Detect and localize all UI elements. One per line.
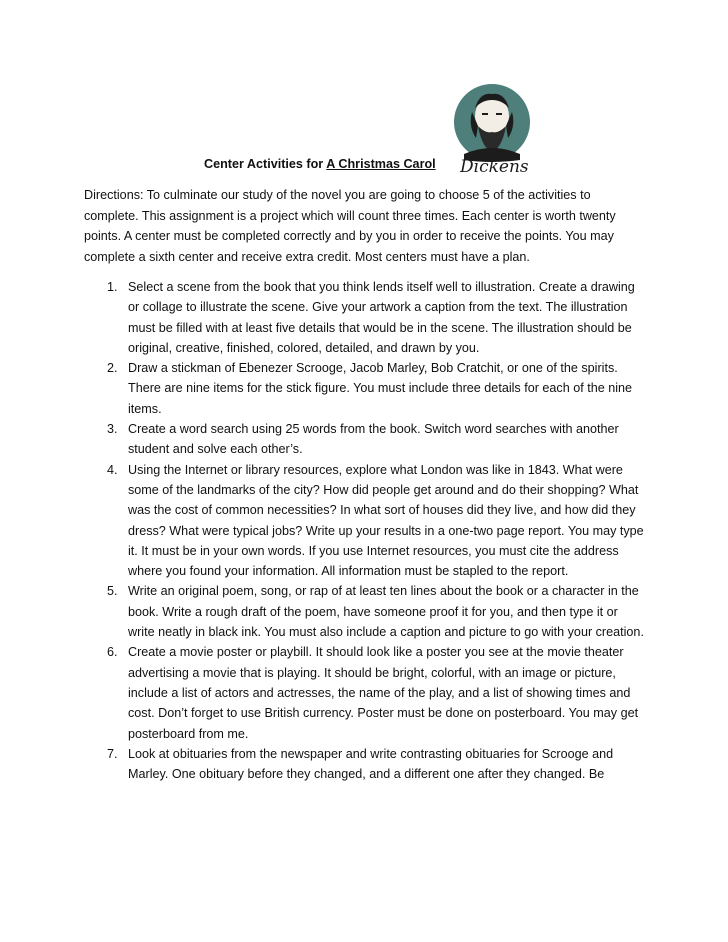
item-text: Create a word search using 25 words from the book. Switch word searches with another student and solve each other’s. bbox=[128, 422, 619, 457]
item-text: Draw a stickman of Ebenezer Scrooge, Jacob Marley, Bob Cratchit, or one of the spirits. There are nine items for the stick figure. You must include three details for each of the nine items. bbox=[128, 361, 633, 416]
item-number: 2. bbox=[107, 361, 118, 376]
item-text: Look at obituaries from the newspaper and write contrasting obituaries for Scrooge and Marley. One obituary before they changed, and a different one after they changed. Be bbox=[128, 746, 614, 782]
book-title: A Christmas Carol bbox=[326, 157, 436, 171]
title-prefix: Center Activities for bbox=[204, 157, 327, 171]
item-number: 7. bbox=[107, 746, 118, 761]
item-number: 4. bbox=[107, 462, 118, 477]
item-text: Using the Internet or library resources, explore what London was like in 1843. What were some of the landmarks of the city? How did people get around and do their shopping? What was the cost of common necessities? In what sort of houses did they live, and how did they dress? What were typical jobs? Write up your results in a one-two page report. You may type it. It must be in your own words. If you use Internet resources, you must cite the address where you found your information. All information must be stapled to the report. bbox=[128, 462, 644, 579]
item-text: Write an original poem, song, or rap of at least ten lines about the book or a character in the book. Write a rough draft of the poem, have someone proof it for you, and then type it or write neatly in black ink. You must also include a caption and picture to go with your creation. bbox=[128, 584, 644, 640]
list-item bbox=[84, 419, 644, 460]
item-number: 6. bbox=[107, 645, 118, 660]
item-number: 3. bbox=[107, 422, 118, 437]
item-number: 5. bbox=[107, 584, 118, 599]
item-text: Select a scene from the book that you think lends itself well to illustration. Create a drawing or collage to illustrate the scene. Give your artwork a caption from the text. The illustration must be filled with at least five details that would be in the scene. The illustration should be original, creative, finished, colored, detailed, and drawn by you. bbox=[128, 280, 635, 355]
item-number: 1. bbox=[107, 280, 118, 294]
list-item bbox=[84, 358, 644, 419]
list-item bbox=[84, 744, 644, 785]
activity-list bbox=[84, 277, 644, 784]
item-text: Create a movie poster or playbill. It should look like a poster you see at the movie theater advertising a movie that is playing. It should be bright, colorful, with an image or picture, include a list of actors and actresses, the name of the play, and a list of showing times and cost. Don’t forget to use British currency. Poster must be done on posterboard. You may get posterboard from me. bbox=[128, 645, 639, 741]
list-item bbox=[84, 581, 644, 642]
list-item bbox=[84, 277, 644, 358]
page-title bbox=[84, 157, 604, 171]
list-item bbox=[84, 460, 644, 582]
directions-paragraph: Directions: To culminate our study of the novel you are going to choose 5 of the activities to complete. This assignment is a project which will count three times. Each center is worth twenty points. A center must be completed correctly and by you in order to receive the points. You may complete a sixth center and receive extra credit. Most centers must have a plan. bbox=[84, 188, 616, 264]
list-item bbox=[84, 642, 644, 743]
logo-signature: Dickens bbox=[460, 157, 529, 174]
